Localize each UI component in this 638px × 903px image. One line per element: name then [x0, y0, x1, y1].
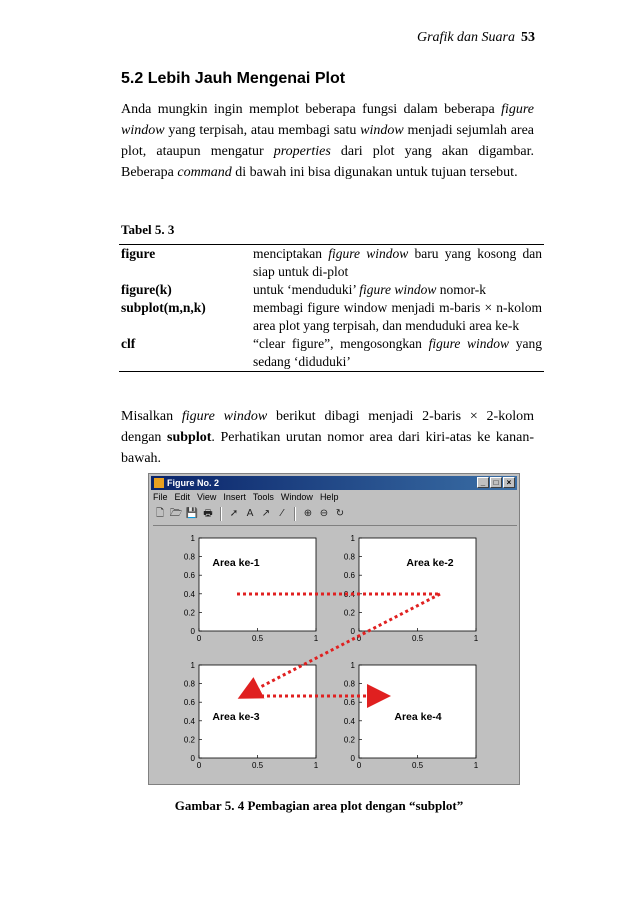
y-tick-label: 0.4	[343, 716, 355, 726]
page-number: 53	[521, 30, 535, 45]
x-tick-label: 0	[196, 634, 202, 643]
y-tick-label: 0.6	[343, 571, 355, 581]
x-tick-label: 0.5	[411, 761, 424, 770]
menu-file[interactable]: File	[153, 492, 168, 502]
command-name: subplot(m,n,k)	[121, 300, 206, 315]
text-run: menciptakan	[253, 246, 329, 261]
text-run: berikut dibagi menjadi 2-baris × 2-kolom dengan	[121, 409, 534, 445]
y-tick-label: 0.6	[183, 571, 195, 581]
text-run: properties	[273, 144, 331, 159]
text-run: command	[177, 165, 232, 180]
subplot-chart	[153, 526, 517, 784]
zoom-in-icon[interactable]: ⊕	[303, 508, 313, 519]
text-run: figure window	[181, 409, 268, 424]
command-description	[251, 299, 544, 335]
command-description	[251, 281, 544, 299]
menu-tools[interactable]: Tools	[252, 492, 274, 502]
figure-window	[148, 473, 520, 785]
y-tick-label: 0	[350, 627, 355, 636]
x-tick-label: 1	[473, 761, 479, 770]
text-run: menjadi sejumlah area plot, ataupun mengatur	[121, 123, 534, 159]
area-label-4: Area ke-4	[394, 711, 442, 723]
insert-text-icon[interactable]: A	[246, 508, 254, 519]
toolbar-separator	[220, 507, 222, 521]
text-run: figure window	[121, 102, 534, 138]
y-tick-label: 0.8	[343, 679, 355, 689]
running-header	[417, 30, 535, 46]
text-run: window	[360, 123, 404, 138]
y-tick-label: 1	[190, 661, 195, 670]
command-name: figure(k)	[121, 282, 172, 297]
table-row	[119, 299, 544, 335]
x-tick-label: 0	[196, 761, 202, 770]
subplot-axes	[359, 538, 476, 631]
menu-edit[interactable]: Edit	[174, 492, 191, 502]
x-tick-label: 0.5	[251, 761, 264, 770]
text-run: subplot	[167, 430, 212, 445]
y-tick-label: 0	[190, 627, 195, 636]
y-tick-label: 0.6	[183, 698, 195, 708]
command-description	[251, 245, 544, 282]
text-run: di bawah ini bisa digunakan untuk tujuan tersebut.	[231, 165, 518, 180]
matlab-logo-icon	[154, 478, 164, 488]
table-row	[119, 335, 544, 372]
y-tick-label: 0.4	[343, 589, 355, 599]
y-tick-label: 0.4	[183, 589, 195, 599]
area-label-1: Area ke-1	[212, 557, 260, 569]
y-tick-label: 0	[190, 754, 195, 763]
minimize-button[interactable]: _	[477, 477, 489, 488]
menu-view[interactable]: View	[197, 492, 217, 502]
text-run: baru yang kosong dan siap untuk di-plot	[253, 246, 542, 279]
x-tick-label: 1	[473, 634, 479, 643]
y-tick-label: 0	[350, 754, 355, 763]
y-tick-label: 0.4	[183, 716, 195, 726]
new-file-icon[interactable]: 🗋	[155, 508, 165, 519]
text-run: figure window	[328, 246, 409, 261]
intro-paragraph	[121, 99, 534, 183]
menu-insert[interactable]: Insert	[223, 492, 246, 502]
text-run: yang sedang ‘diduduki’	[253, 336, 542, 369]
maximize-button[interactable]: □	[490, 477, 502, 488]
figure-intro-paragraph	[121, 406, 534, 469]
x-tick-label: 0	[356, 761, 362, 770]
text-run: figure window	[428, 336, 510, 351]
figure-canvas	[153, 525, 517, 784]
toolbar-separator	[294, 507, 296, 521]
y-tick-label: 0.8	[183, 679, 195, 689]
table-caption: Tabel 5. 3	[121, 222, 175, 237]
x-tick-label: 1	[313, 761, 319, 770]
section-title: 5.2 Lebih Jauh Mengenai Plot	[121, 70, 346, 87]
area-label-3: Area ke-3	[212, 711, 260, 723]
text-run: “clear figure”, mengosongkan	[253, 336, 429, 351]
running-title: Grafik dan Suara	[417, 30, 515, 45]
rotate-icon[interactable]: ↻	[335, 508, 345, 519]
text-run: Anda mungkin ingin memplot beberapa fungsi dalam beberapa	[121, 102, 502, 117]
x-tick-label: 0	[356, 634, 362, 643]
x-tick-label: 0.5	[411, 634, 424, 643]
print-icon[interactable]: 🖶	[203, 508, 213, 519]
y-tick-label: 0.2	[343, 608, 355, 618]
subplot-axes	[199, 538, 316, 631]
menu-window[interactable]: Window	[280, 492, 313, 502]
text-run: nomor-k	[436, 282, 486, 297]
table-row	[119, 245, 544, 282]
y-tick-label: 0.6	[343, 698, 355, 708]
save-icon[interactable]: 💾	[185, 508, 199, 519]
zoom-out-icon[interactable]: ⊖	[319, 508, 329, 519]
y-tick-label: 0.8	[183, 552, 195, 562]
y-tick-label: 0.2	[343, 735, 355, 745]
menu-help[interactable]: Help	[319, 492, 339, 502]
y-tick-label: 0.2	[183, 735, 195, 745]
close-button[interactable]: ×	[503, 477, 515, 488]
command-table	[119, 244, 544, 372]
figure-menubar	[153, 491, 345, 504]
insert-arrow-icon[interactable]: ↗	[261, 508, 271, 519]
open-file-icon[interactable]: 🗁	[169, 508, 183, 519]
command-name: clf	[121, 336, 136, 351]
figure-titlebar[interactable]	[151, 476, 517, 490]
text-run: figure window	[359, 282, 437, 297]
command-name: figure	[121, 246, 156, 261]
table-row	[119, 281, 544, 299]
select-arrow-icon[interactable]: ➚	[229, 508, 239, 519]
text-run: membagi figure window menjadi m-baris × n-kolom area plot yang terpisah, dan menduduki area ke-k	[253, 300, 542, 333]
area-label-2: Area ke-2	[406, 557, 454, 569]
y-tick-label: 1	[190, 534, 195, 543]
text-run: Misalkan	[121, 409, 182, 424]
insert-line-icon[interactable]: ⁄	[281, 508, 283, 519]
figure-toolbar	[153, 505, 347, 523]
y-tick-label: 1	[350, 661, 355, 670]
text-run: dari plot yang akan digambar. Beberapa	[121, 144, 534, 180]
x-tick-label: 0.5	[251, 634, 264, 643]
y-tick-label: 0.2	[183, 608, 195, 618]
text-run: untuk ‘menduduki’	[253, 282, 360, 297]
y-tick-label: 1	[350, 534, 355, 543]
figure-caption: Gambar 5. 4 Pembagian area plot dengan “subplot”	[174, 798, 464, 813]
text-run: yang terpisah, atau membagi satu	[164, 123, 361, 138]
y-tick-label: 0.8	[343, 552, 355, 562]
x-tick-label: 1	[313, 634, 319, 643]
figure-title: Figure No. 2	[167, 478, 220, 488]
text-run: . Perhatikan urutan nomor area dari kiri-atas ke kanan-bawah.	[121, 430, 534, 466]
command-description	[251, 335, 544, 372]
